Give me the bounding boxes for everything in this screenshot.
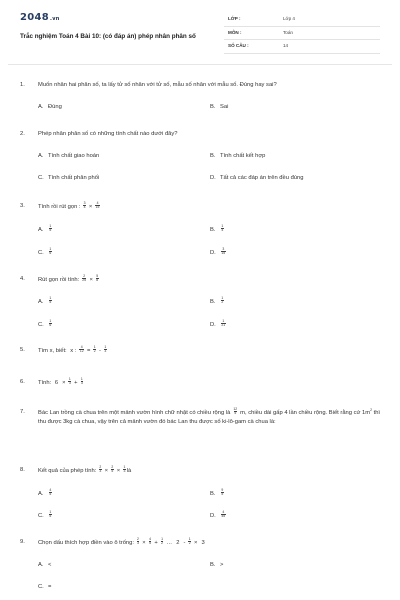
numerator: 1: [221, 223, 224, 228]
option-d[interactable]: [210, 248, 227, 257]
option-letter: B.: [210, 562, 216, 568]
option-letter: B.: [210, 226, 216, 233]
option-fraction: [48, 487, 53, 497]
option-b[interactable]: [210, 152, 265, 160]
denominator: 3: [68, 381, 71, 386]
denominator: 5: [49, 300, 52, 305]
fraction: [49, 320, 52, 329]
math-expression: [82, 200, 101, 210]
denominator: 5: [234, 411, 237, 416]
math-expression: [68, 344, 107, 354]
math-token: 2: [176, 539, 180, 546]
option-letter: A.: [38, 298, 44, 305]
numerator: 2: [137, 536, 139, 541]
numerator: 3: [83, 200, 86, 205]
question-text: [38, 275, 382, 284]
option-letter: A.: [38, 104, 44, 110]
numerator: 1: [93, 344, 96, 349]
meta-label-count: SỐ CÂU :: [228, 43, 249, 48]
option-fraction: [48, 295, 53, 305]
option-fraction: [220, 295, 225, 305]
question-text: [38, 346, 382, 355]
meta-row-subject: [224, 27, 380, 41]
denominator: 3: [137, 541, 139, 546]
numerator: 1: [49, 246, 52, 251]
numerator: 5: [96, 273, 99, 278]
fraction: [49, 225, 52, 234]
option-c[interactable]: [38, 511, 53, 520]
meta-value-class: Lớp 4: [283, 16, 295, 21]
question-number: 6.: [20, 379, 25, 385]
option-a[interactable]: [38, 152, 99, 160]
denominator: 4: [83, 205, 86, 210]
fraction: [104, 346, 107, 355]
option-text: Tính chất phân phối: [48, 175, 100, 181]
option-a[interactable]: [38, 103, 62, 111]
numerator: 4: [49, 487, 52, 492]
question-number: 5.: [20, 347, 25, 353]
denominator: 2: [93, 349, 96, 354]
denominator: 45: [221, 514, 226, 519]
option-b[interactable]: [210, 297, 225, 306]
option-text: Đúng: [48, 104, 62, 110]
math-token: 6: [54, 379, 59, 386]
math-token: ×: [194, 539, 198, 546]
fraction: [93, 346, 96, 355]
fraction: [49, 248, 52, 257]
option-c[interactable]: [38, 174, 99, 182]
math-expression: [98, 464, 127, 474]
numerator: 4: [149, 536, 151, 541]
square-exponent: 2: [370, 407, 372, 412]
fraction: [81, 378, 84, 387]
fraction: [221, 489, 224, 498]
option-d[interactable]: [210, 320, 227, 329]
option-letter: C.: [38, 512, 44, 519]
meta-table: [224, 13, 380, 54]
fraction: [49, 511, 52, 520]
option-letter: B.: [210, 298, 216, 305]
question-number: 2.: [20, 131, 25, 137]
fraction: [233, 408, 238, 417]
question-number: 3.: [20, 203, 25, 209]
denominator: 15: [221, 251, 226, 256]
question-text: [38, 538, 382, 547]
option-letter: C.: [38, 175, 44, 181]
question-prompt: Tìm x, biết:: [38, 347, 67, 354]
question-suffix: là: [126, 467, 132, 474]
option-letter: D.: [210, 249, 216, 256]
fraction: [149, 538, 152, 547]
denominator: 12: [79, 349, 84, 354]
numerator: 4: [80, 344, 83, 349]
option-letter: A.: [38, 562, 44, 568]
option-letter: C.: [38, 249, 44, 256]
question-prompt: Kết quả của phép tính:: [38, 467, 97, 474]
question-text: [38, 466, 382, 475]
question-prompt: Tính rồi rút gọn :: [38, 203, 81, 210]
numerator: 1: [222, 318, 225, 323]
option-letter: B.: [210, 490, 216, 497]
denominator: 5: [49, 514, 52, 519]
question-number: 1.: [20, 82, 25, 88]
fraction: [188, 538, 191, 547]
width-fraction: [232, 406, 239, 416]
meta-row-class: [224, 13, 380, 27]
math-token: +: [74, 379, 78, 386]
fraction: [161, 538, 164, 547]
numerator: 4: [222, 509, 225, 514]
fraction: [49, 489, 52, 498]
fraction: [95, 202, 100, 211]
question-number: 4.: [20, 276, 25, 282]
fraction: [68, 378, 71, 387]
denominator: 5: [111, 469, 114, 474]
denominator: 6: [49, 251, 52, 256]
option-a[interactable]: [38, 225, 53, 234]
option-fraction: [220, 509, 227, 519]
denominator: 3: [123, 469, 126, 474]
math-token: +: [154, 539, 158, 546]
fraction: [79, 346, 84, 355]
question-prompt: Tính:: [38, 379, 52, 386]
question-prompt: Rút gọn rồi tính:: [38, 276, 80, 283]
option-b[interactable]: [210, 489, 225, 498]
denominator: 6: [49, 323, 52, 328]
question-text-part-2: m, chiều dài gấp 4 lần chiều rộng. Biết rằng cứ 1m: [240, 409, 371, 416]
denominator: 25: [82, 278, 87, 283]
fraction: [82, 275, 87, 284]
math-token: ×: [62, 379, 66, 386]
numerator: 1: [188, 536, 191, 541]
option-letter: A.: [38, 153, 44, 159]
meta-value-count: 14: [283, 43, 289, 48]
option-fraction: [48, 509, 53, 519]
fraction: [123, 466, 126, 475]
fraction: [137, 538, 140, 547]
numerator: 2: [83, 273, 86, 278]
question-number: 7.: [20, 409, 25, 415]
option-letter: C.: [38, 321, 44, 328]
option-letter: B.: [210, 104, 216, 110]
math-token: ×: [116, 467, 121, 474]
math-token: -: [99, 347, 101, 354]
option-fraction: [220, 223, 225, 233]
question-text-part-1: Bác Lan trồng cà chua trên một mảnh vườn hình chữ nhật có chiều rộng là: [38, 409, 231, 416]
math-token: x :: [70, 347, 77, 354]
header-divider: [8, 64, 392, 65]
math-expression: [81, 273, 100, 283]
question-text: Muốn nhân hai phân số, ta lấy tử số nhân với tử số, mẫu số nhân với mẫu số. Đúng hay sai?: [38, 82, 277, 88]
denominator: 2: [188, 541, 191, 546]
question-prompt: Chọn dấu thích hợp điền vào ô trống:: [38, 539, 134, 546]
fraction: [111, 466, 114, 475]
meta-label-subject: MÔN :: [228, 29, 242, 35]
numerator: 1: [123, 464, 126, 469]
math-token: ×: [142, 539, 146, 546]
option-text: Sai: [220, 104, 229, 110]
denominator: 5: [49, 228, 52, 233]
option-c[interactable]: [38, 248, 53, 257]
option-letter: D.: [210, 512, 216, 519]
numerator: 1: [49, 509, 52, 514]
denominator: 5: [149, 541, 151, 546]
numerator: 1: [221, 295, 224, 300]
meta-label-class: LỚP :: [228, 16, 241, 21]
question-text: [38, 408, 382, 427]
numerator: 1: [161, 536, 164, 541]
option-text: >: [220, 562, 224, 568]
option-d[interactable]: [210, 174, 303, 182]
option-text: Tính chất giao hoán: [48, 153, 100, 159]
option-a[interactable]: [38, 297, 53, 306]
option-letter: A.: [38, 490, 44, 497]
site-logo[interactable]: [20, 12, 60, 23]
fraction: [83, 202, 86, 211]
denominator: 4: [221, 228, 224, 233]
question-text-part-3: thì thu được 3kg cà chua, vậy trên cả mảnh vườn đó bác Lan thu được số ki-lô-gam cà chua là:: [38, 409, 381, 426]
option-d[interactable]: [210, 511, 227, 520]
option-a[interactable]: [38, 561, 51, 569]
numerator: 1: [104, 344, 107, 349]
denominator: 3: [99, 469, 102, 474]
math-token: …: [166, 539, 173, 546]
question-text: [38, 378, 382, 387]
meta-row-count: [224, 40, 380, 54]
logo-suffix: .vn: [50, 16, 60, 22]
numerator: 4: [96, 200, 99, 205]
numerator: 1: [68, 376, 71, 381]
denominator: 2: [161, 541, 164, 546]
question-number: 8.: [20, 467, 25, 473]
question-text: [38, 202, 382, 211]
denominator: 3: [104, 349, 107, 354]
option-letter: C.: [38, 584, 44, 590]
option-b[interactable]: [210, 225, 225, 234]
option-c[interactable]: [38, 583, 51, 591]
option-text: Tất cả các đáp án trên đều đúng: [220, 175, 304, 181]
option-letter: D.: [210, 321, 216, 328]
option-fraction: [220, 318, 227, 328]
math-token: -: [183, 539, 186, 546]
option-c[interactable]: [38, 320, 53, 329]
denominator: 8: [96, 278, 99, 283]
option-b[interactable]: [210, 561, 223, 569]
denominator: 3: [80, 381, 83, 386]
option-fraction: [48, 318, 53, 328]
fraction: [221, 511, 226, 520]
numerator: 3: [222, 246, 225, 251]
option-fraction: [220, 246, 227, 256]
fraction: [221, 297, 224, 306]
denominator: 21: [221, 323, 226, 328]
option-text: =: [48, 584, 52, 590]
numerator: 2: [99, 464, 102, 469]
page-header: [0, 0, 400, 64]
option-fraction: [48, 246, 53, 256]
fraction: [99, 466, 102, 475]
denominator: 5: [49, 492, 52, 497]
option-text: Tính chất kết hợp: [220, 153, 266, 159]
option-letter: D.: [210, 175, 216, 181]
option-a[interactable]: [38, 489, 53, 498]
numerator: 1: [49, 295, 52, 300]
numerator: 1: [49, 223, 52, 228]
fraction: [49, 297, 52, 306]
math-token: =: [86, 347, 91, 354]
math-token: ×: [89, 276, 93, 283]
math-expression: [136, 536, 207, 546]
option-fraction: [220, 487, 225, 497]
fraction: [221, 248, 226, 257]
math-token: ×: [88, 203, 93, 210]
option-text: <: [48, 562, 52, 568]
meta-value-subject: Toán: [283, 29, 293, 35]
denominator: 5: [221, 492, 224, 497]
question-text: Phép nhân phân số có những tính chất nào dưới đây?: [38, 131, 178, 137]
math-expression: [53, 376, 84, 386]
math-token: 3: [201, 539, 205, 546]
logo-number: 2048: [20, 12, 50, 23]
question-number: 9.: [20, 539, 25, 545]
document-title: Trắc nghiệm Toán 4 Bài 10: (có đáp án) phép nhân phân số: [20, 33, 196, 40]
option-b[interactable]: [210, 103, 228, 111]
denominator: 15: [95, 205, 100, 210]
fraction: [96, 275, 99, 284]
fraction: [221, 320, 226, 329]
numerator: 2: [111, 464, 114, 469]
option-fraction: [48, 223, 53, 233]
numerator: 1: [80, 376, 83, 381]
fraction: [221, 225, 224, 234]
numerator: 9: [221, 487, 224, 492]
numerator: 1: [49, 318, 52, 323]
numerator: 12: [233, 406, 238, 411]
option-letter: B.: [210, 153, 216, 159]
denominator: 2: [221, 300, 224, 305]
math-token: ×: [104, 467, 109, 474]
option-letter: A.: [38, 226, 44, 233]
